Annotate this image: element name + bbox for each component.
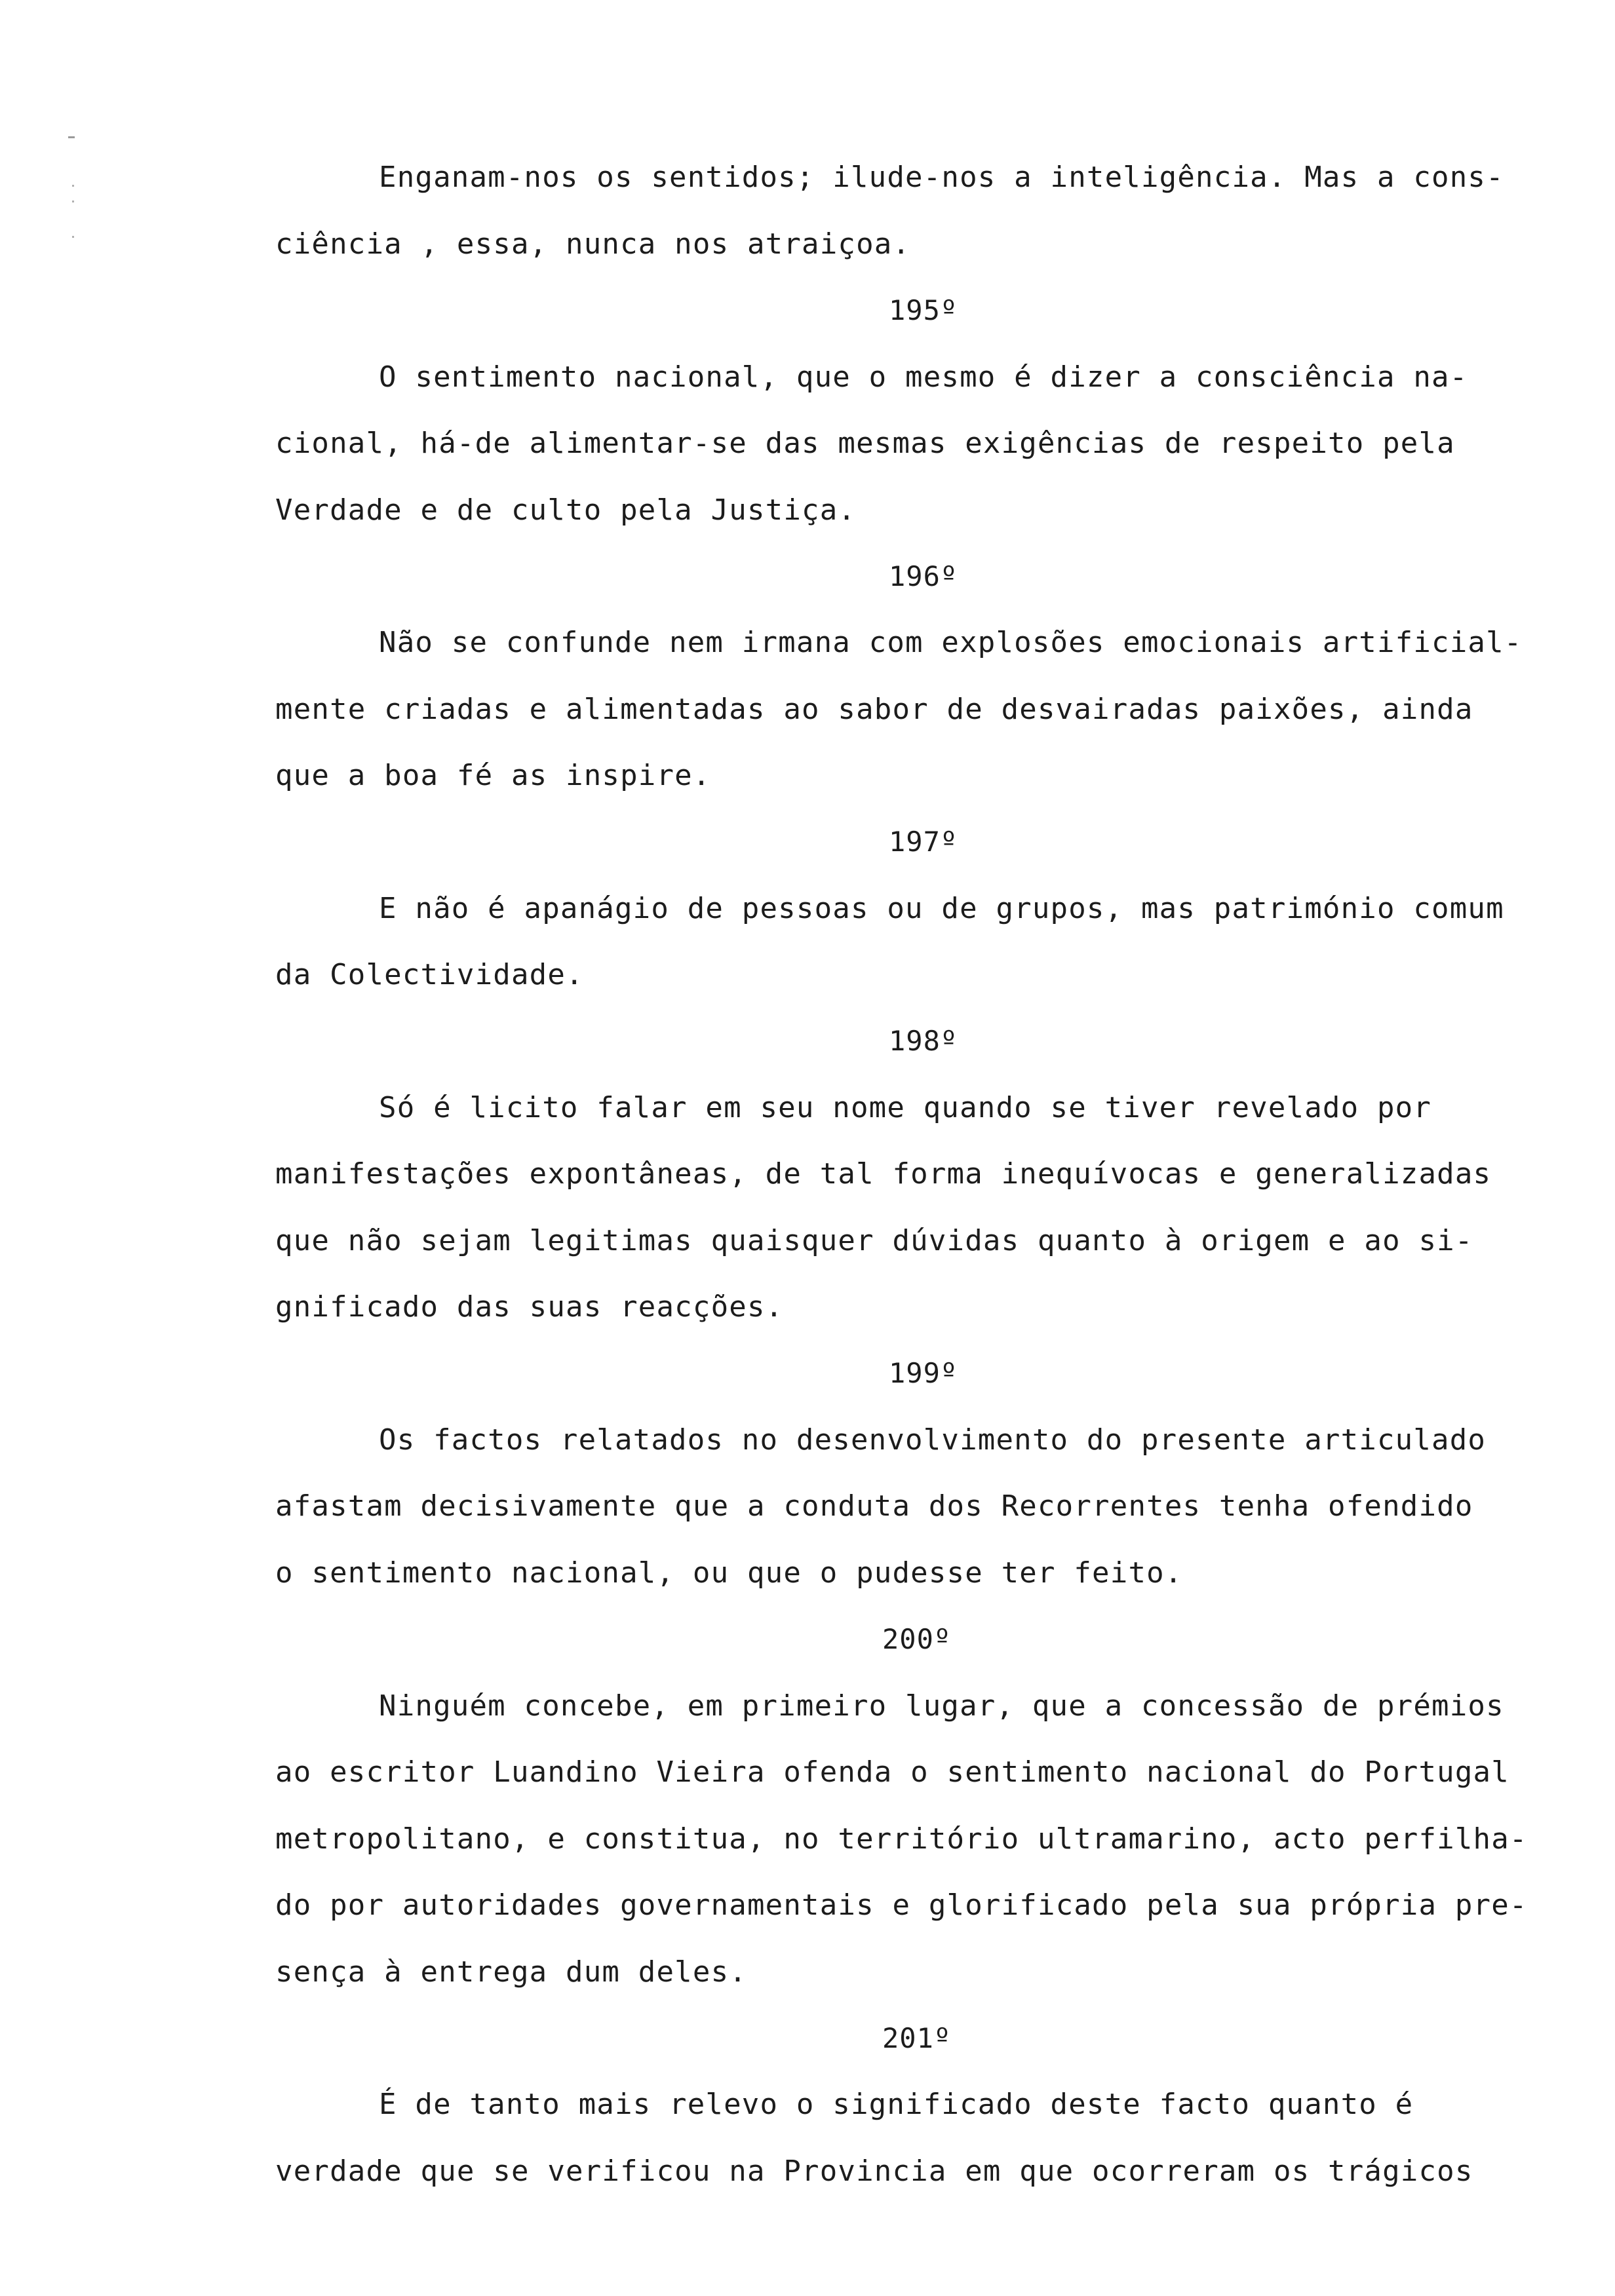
article-number: 196º <box>889 560 958 592</box>
article-number: 200º <box>882 1623 952 1655</box>
margin-mark <box>68 136 75 138</box>
paragraph-line: metropolitano, e constitua, no território ultramarino, acto perfilha- <box>275 1822 1528 1856</box>
article-number: 195º <box>889 294 958 326</box>
paragraph-line: sença à entrega dum deles. <box>275 1955 747 1989</box>
article-number: 201º <box>882 2022 952 2054</box>
paragraph-line: mente criadas e alimentadas ao sabor de desvairadas paixões, ainda <box>275 693 1473 726</box>
paragraph-line: Verdade e de culto pela Justiça. <box>275 493 857 527</box>
article-number: 197º <box>889 826 958 858</box>
paragraph-line: que não sejam legitimas quaisquer dúvidas quanto à origem e ao si- <box>275 1224 1473 1257</box>
paragraph-line: manifestações expontâneas, de tal forma inequívocas e generalizadas <box>275 1157 1492 1191</box>
paragraph-line: Enganam-nos os sentidos; ilude-nos a inteligência. Mas a cons- <box>379 161 1504 194</box>
margin-dot <box>72 201 74 202</box>
paragraph-line: da Colectividade. <box>275 958 584 991</box>
paragraph-line: do por autoridades governamentais e glorificado pela sua própria pre- <box>275 1888 1528 1922</box>
paragraph-line: Não se confunde nem irmana com explosões emocionais artificial- <box>379 626 1523 659</box>
paragraph-line: ciência , essa, nunca nos atraiçoa. <box>275 227 911 261</box>
paragraph-line: Ninguém concebe, em primeiro lugar, que a concessão de prémios <box>379 1689 1504 1723</box>
paragraph-line: gnificado das suas reacções. <box>275 1290 784 1324</box>
paragraph-line: Só é licito falar em seu nome quando se tiver revelado por <box>379 1091 1432 1124</box>
paragraph-line: que a boa fé as inspire. <box>275 759 711 792</box>
paragraph-line: Os factos relatados no desenvolvimento do presente articulado <box>379 1423 1487 1457</box>
paragraph-line: ao escritor Luandino Vieira ofenda o sentimento nacional do Portugal <box>275 1755 1509 1789</box>
paragraph-line: o sentimento nacional, ou que o pudesse ter feito. <box>275 1556 1183 1590</box>
margin-dot <box>72 185 74 187</box>
margin-dot <box>72 236 74 238</box>
article-number: 199º <box>889 1357 958 1389</box>
article-number: 198º <box>889 1025 958 1057</box>
paragraph-line: O sentimento nacional, que o mesmo é dizer a consciência na- <box>379 360 1468 394</box>
paragraph-line: verdade que se verificou na Provincia em que ocorreram os trágicos <box>275 2154 1473 2188</box>
paragraph-line: afastam decisivamente que a conduta dos Recorrentes tenha ofendido <box>275 1489 1473 1523</box>
paragraph-line: cional, há-de alimentar-se das mesmas exigências de respeito pela <box>275 427 1455 460</box>
paragraph-line: É de tanto mais relevo o significado deste facto quanto é <box>379 2088 1414 2121</box>
paragraph-line: E não é apanágio de pessoas ou de grupos, mas património comum <box>379 892 1504 925</box>
